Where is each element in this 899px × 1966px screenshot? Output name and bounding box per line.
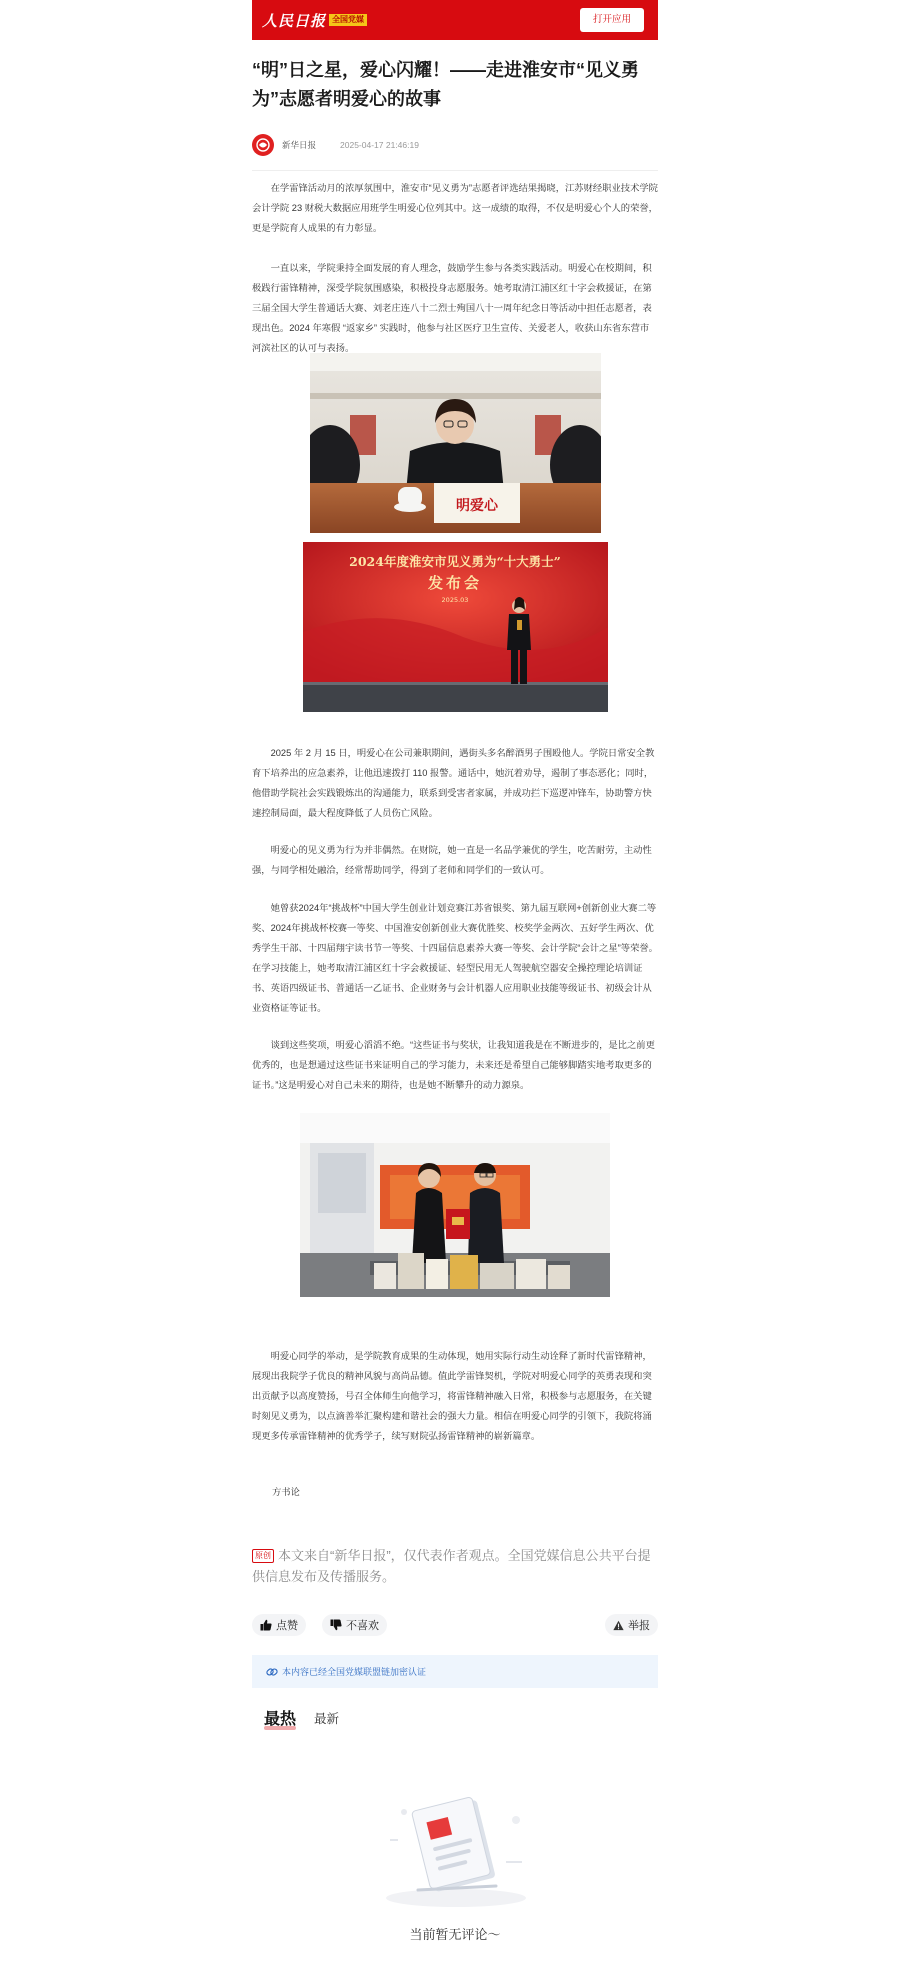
- article-paragraph: 在学雷锋活动月的浓厚氛围中，淮安市“见义勇为”志愿者评选结果揭晓，江苏财经职业技术学院会计学院 23 财税大数据应用班学生明爱心位列其中。这一成绩的取得，不仅是明爱心个人的荣誉，更是学院育人成果的有力彰显。: [252, 183, 658, 233]
- photo-award-ceremony: [303, 542, 608, 712]
- article-meta: [252, 133, 658, 157]
- app-header: [252, 0, 658, 40]
- open-app-button[interactable]: 打开应用: [580, 8, 644, 32]
- nameplate-text: 明爱心: [456, 498, 498, 514]
- publish-time: 2025-04-17 21:46:19: [340, 140, 419, 150]
- author-signature: 方书论: [272, 1487, 300, 1497]
- empty-comments-text: 当前暂无评论～: [409, 1927, 501, 1942]
- article-paragraph: 明爱心的见义勇为行为并非偶然。在财院，她一直是一名品学兼优的学生，吃苦耐劳，主动性强，与同学相处融洽，经常帮助同学，得到了老师和同学们的一致认可。: [252, 845, 652, 875]
- tab-newest[interactable]: 最新: [314, 1712, 340, 1726]
- declaration-text: 本文来自“新华日报”，仅代表作者观点。全国党媒信息公共平台提供信息发布及传播服务。: [252, 1548, 651, 1584]
- photo-student-nameplate: [310, 353, 601, 533]
- article-paragraph: 她曾获2024年“挑战杯”中国大学生创业计划竞赛江苏省银奖、第九届互联网+创新创业大赛二等奖、2024年挑战杯校赛一等奖、中国淮安创新创业大赛优胜奖、校奖学金两次、五好学生两次、优秀学生干部、十四届翔宇读书节一等奖、十四届信息素养大赛一等奖、会计学院“会计之星”等荣誉。在学习技能上，她考取清江浦区红十字会救援证、轻型民用无人驾驶航空器安全操控理论培训证书、英语四级证书、普通话一乙证书、企业财务与会计机器人应用职业技能等级证书、初级会计从业资格证等证书。: [252, 903, 658, 1013]
- article-paragraph: 一直以来，学院秉持全面发展的育人理念，鼓励学生参与各类实践活动。明爱心在校期间，积极践行雷锋精神，深受学院氛围感染，积极投身志愿服务。她考取清江浦区红十字会救援证，在第三届全国大学生普通话大赛、刘老庄连八十二烈士殉国八十一周年纪念日等活动中担任志愿者，表现出色。2024 年寒假 “返家乡” 实践时，他参与社区医疗卫生宣传、关爱老人，收获山东省东营市河滨社区的认可与表扬。: [252, 263, 652, 353]
- brand-tag: 全国党媒: [329, 14, 367, 26]
- copyright-declaration: [252, 1545, 658, 1587]
- banner-title: 2024年度淮安市见义勇为“十大勇士”: [349, 554, 561, 569]
- source-name[interactable]: 新华日报: [282, 140, 317, 150]
- report-label: 举报: [628, 1620, 650, 1632]
- dislike-label: 不喜欢: [346, 1620, 379, 1632]
- article-paragraph: 谈到这些奖项，明爱心滔滔不绝。“这些证书与奖状，让我知道我是在不断进步的，是比之前更优秀的，也是想通过这些证书来证明自己的学习能力，未来还是希望自己能够脚踏实地考取更多的证书。”这是明爱心对自己未来的期待，也是她不断攀升的动力源泉。: [252, 1040, 655, 1090]
- tab-hottest[interactable]: 最热: [264, 1706, 296, 1733]
- brand-logo[interactable]: [262, 9, 367, 31]
- article-paragraph: 明爱心同学的举动，是学院教育成果的生动体现，她用实际行动生动诠释了新时代雷锋精神，展现出我院学子优良的精神风貌与高尚品德。值此学雷锋契机，学院对明爱心同学的英勇表现和突出贡献予以高度赞扬，号召全体师生向他学习，将雷锋精神融入日常，积极参与志愿服务，在关键时刻见义勇为，以点滴善举汇聚构建和谐社会的强大力量。相信在明爱心同学的引领下，我院将涌现更多传承雷锋精神的优秀学子，续写财院弘扬雷锋精神的崭新篇章。: [252, 1351, 652, 1441]
- like-button[interactable]: [252, 1614, 306, 1636]
- blockchain-certification[interactable]: [252, 1655, 658, 1688]
- thumbs-up-icon: [260, 1619, 272, 1631]
- source-avatar[interactable]: [252, 134, 274, 156]
- chain-link-icon: [266, 1666, 278, 1678]
- empty-comments-illustration: [376, 1790, 536, 1915]
- dislike-button[interactable]: [322, 1614, 387, 1636]
- article-title: “明”日之星，爱心闪耀！——走进淮安市“见义勇为”志愿者明爱心的故事: [252, 60, 639, 109]
- certify-text: 本内容已经全国党媒联盟链加密认证: [282, 1667, 427, 1677]
- comment-tabs: [264, 1703, 339, 1733]
- original-badge: 原创: [252, 1549, 274, 1563]
- brand-name: 人民日报: [262, 11, 327, 30]
- warning-icon: [613, 1620, 624, 1631]
- report-button[interactable]: [605, 1614, 658, 1636]
- photo-certificate-handover: [300, 1113, 610, 1297]
- banner-subtitle: 发布会: [427, 574, 483, 592]
- like-label: 点赞: [276, 1620, 298, 1632]
- thumbs-down-icon: [330, 1619, 342, 1631]
- banner-date: 2025.03: [441, 596, 469, 604]
- divider: [252, 170, 658, 171]
- article-actions: [252, 1614, 658, 1636]
- article-paragraph: 2025 年 2 月 15 日，明爱心在公司兼职期间，遇街头多名醉酒男子围殴他人。学院日常安全教育下培养出的应急素养，让他迅速拨打 110 报警。通话中，她沉着劝导，遏制了事态恶化；同时，他借助学院社会实践锻炼出的沟通能力，联系到受害者家属，并成功拦下巡逻冲锋车，协助警方快速控制局面，最大程度降低了人员伤亡风险。: [252, 748, 655, 818]
- source-logo-icon: [255, 137, 271, 153]
